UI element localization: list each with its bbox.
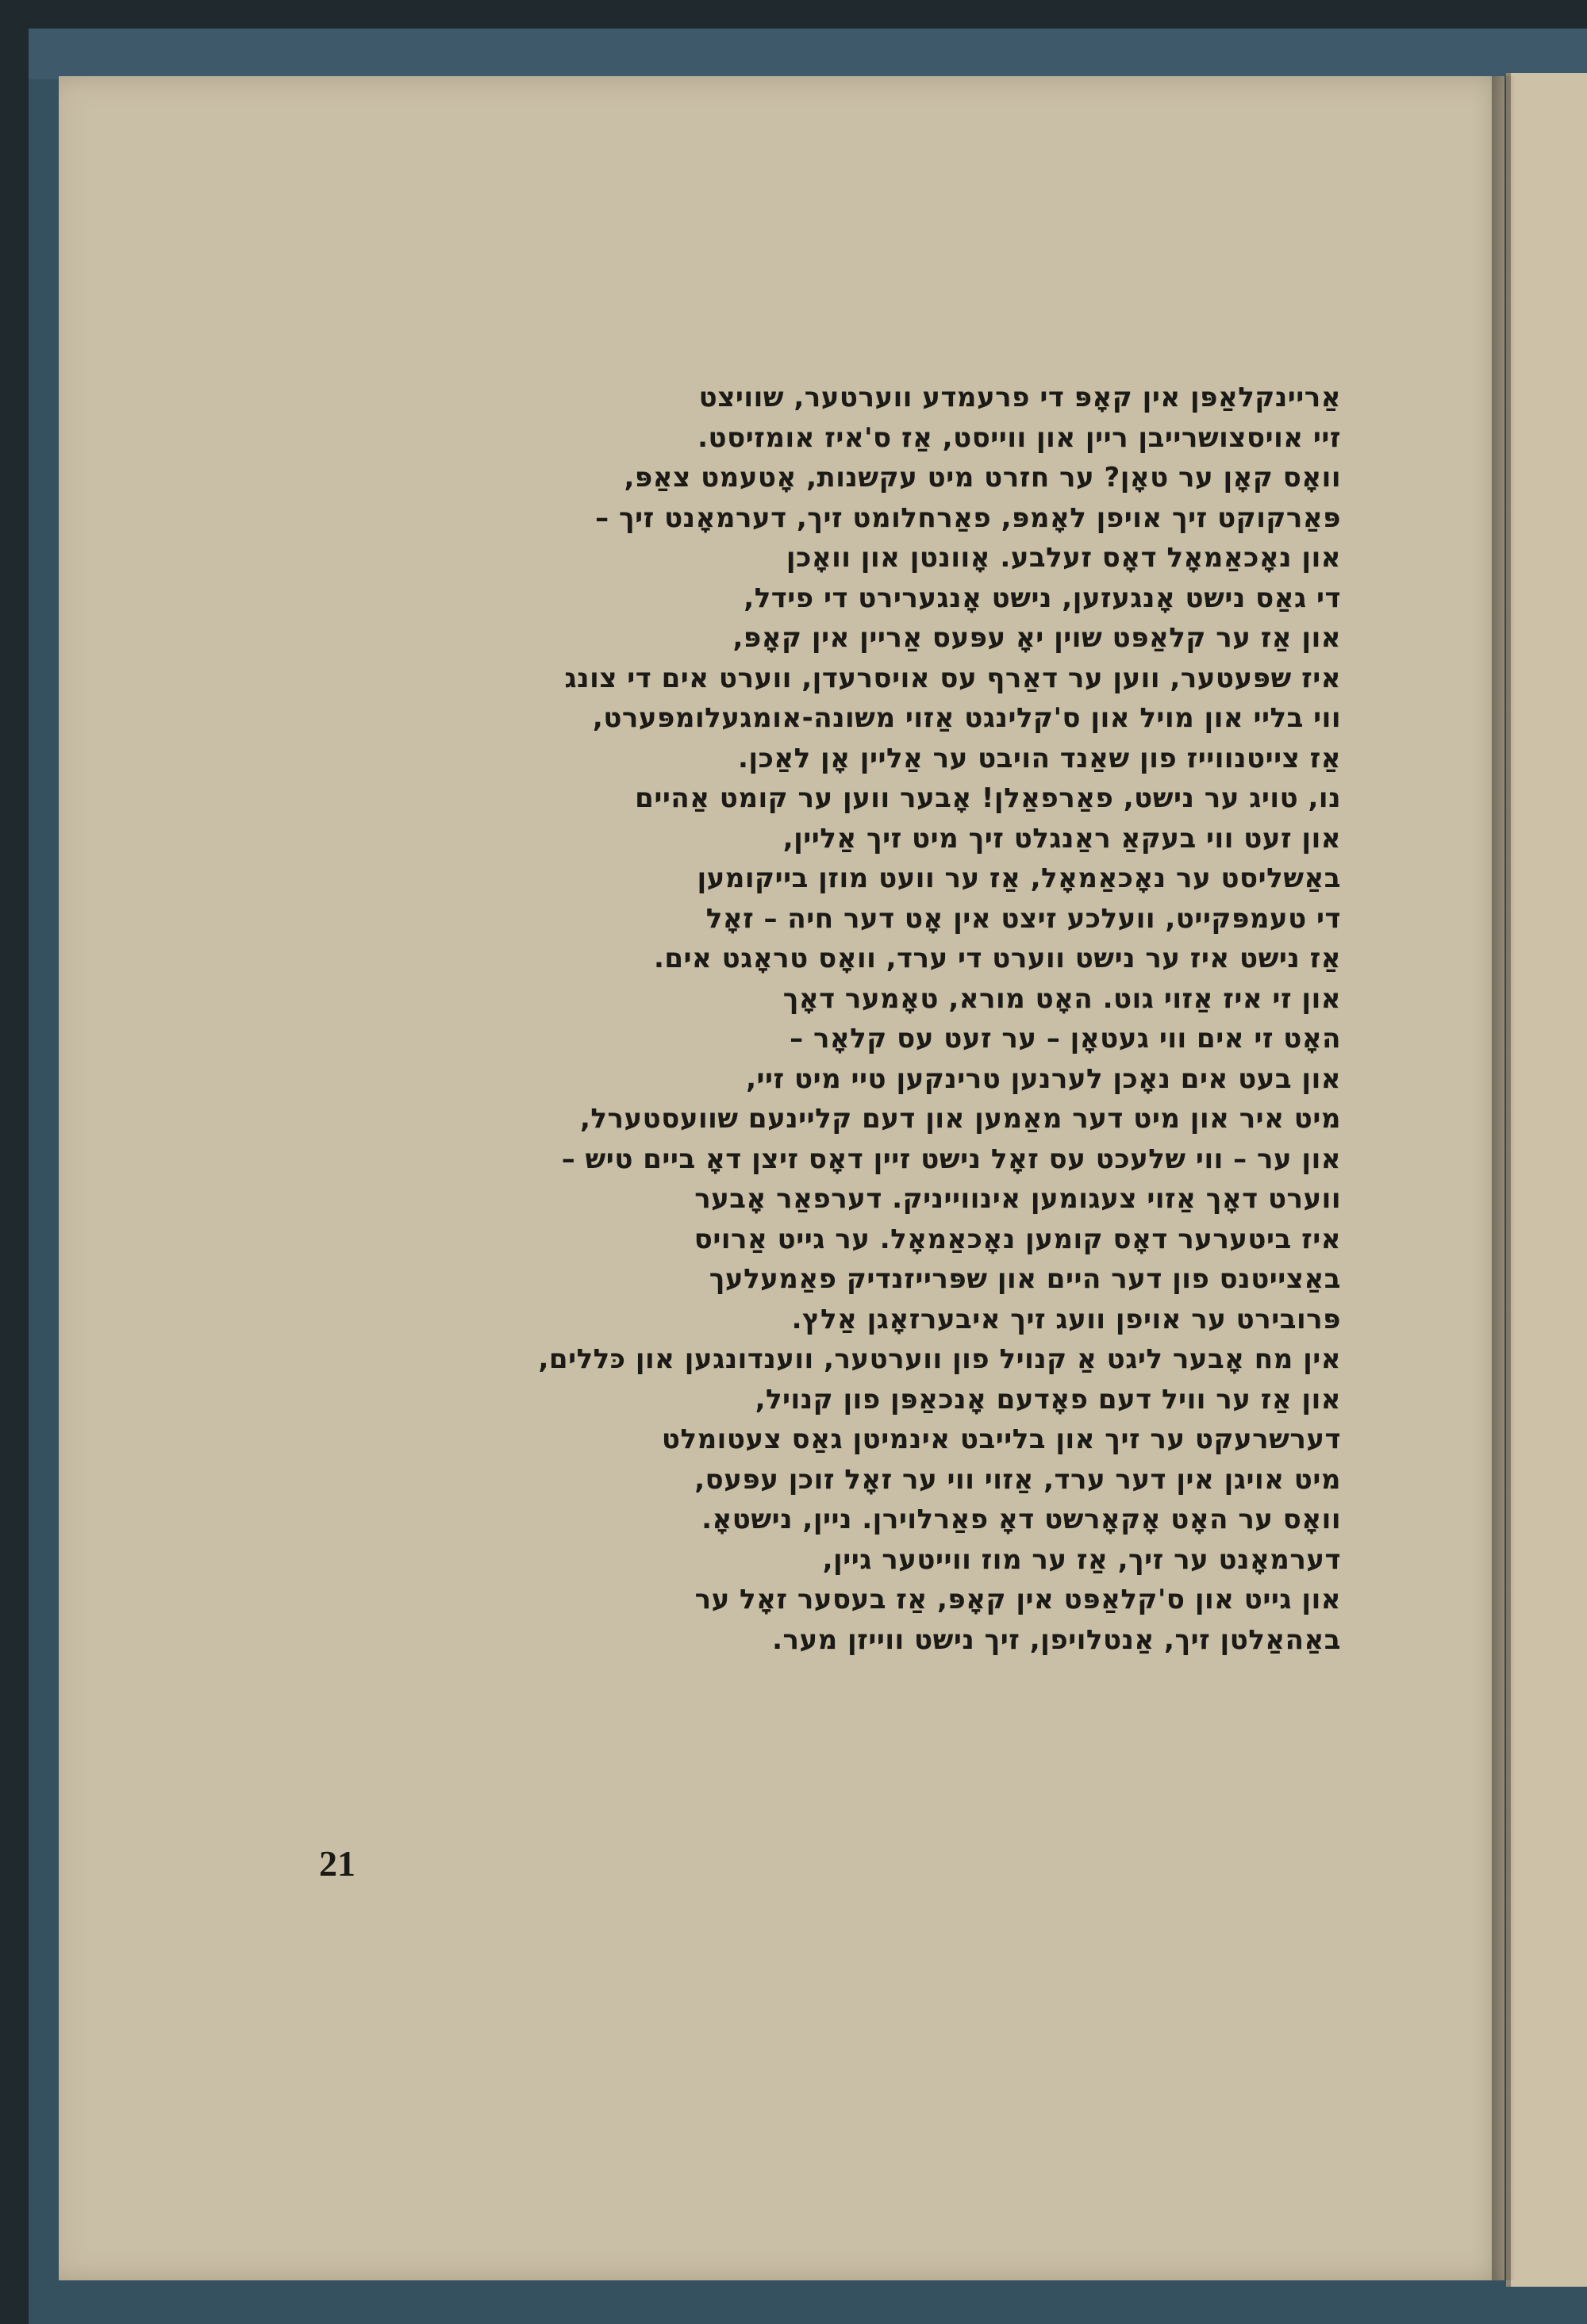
text-line: און אַז ער וויל דעם פאָדעם אָנכאַפּן פון קנויל, (755, 1383, 1341, 1416)
text-line: פּרובירט ער אויפן וועג זיך איבערזאָגן אַלץ. (791, 1303, 1341, 1335)
text-line: וואָס ער האָט אָקאָרשט דאָ פאַרלוירן. ניין, נישטאָ. (701, 1504, 1341, 1535)
text-line: און זעט ווי בעקאַ ראַנגלט זיך מיט זיך אַליין, (782, 822, 1341, 855)
text-line: מיט אויגן אין דער ערד, אַזוי ווי ער זאָל זוכן עפּעס, (694, 1463, 1341, 1496)
page-number: 21 (319, 1843, 355, 1884)
text-line: און אַז ער קלאַפּט שוין יאָ עפּעס אַריין אין קאָפּ, (732, 622, 1341, 654)
text-line: מיט איר און מיט דער מאַמען און דעם קליינעם שוועסטערל, (580, 1103, 1341, 1135)
text-line: באַצייטנס פון דער היים און שפּרייזנדיק פאַמעלעך (709, 1263, 1341, 1295)
text-line: באַשליסט ער נאָכאַמאָל, אַז ער וועט מוזן בייקומען (697, 862, 1341, 894)
text-line: און נאָכאַמאָל דאָס זעלבע. אָוונטן און וואָכן (786, 542, 1341, 574)
text-line: נו, טויג ער נישט, פאַרפאַלן! אָבער ווען ער קומט אַהיים (635, 782, 1341, 814)
text-line: איז ביטערער דאָס קומען נאָכאַמאָל. ער גייט אַרויס (694, 1223, 1341, 1255)
text-line: די גאַס נישט אָנגעזען, נישט אָנגערירט די פידל, (744, 582, 1341, 614)
text-line: און בעט אים נאָכן לערנען טרינקען טיי מיט זיי, (746, 1062, 1341, 1095)
text-line: אַז נישט איז ער נישט ווערט די ערד, וואָס טראָגט אים. (653, 943, 1341, 974)
text-line: די טעמפּקייט, וועלכע זיצט אין אָט דער חיה – זאָל (705, 902, 1341, 935)
text-line: דערשרעקט ער זיך און בלייבט אינמיטן גאַס צעטומלט (661, 1423, 1341, 1455)
page-text (317, 378, 1341, 1660)
book-cover-edge (29, 29, 1587, 79)
text-line: ווערט דאָך אַזוי צעגומען אינווייניק. דערפאַר אָבער (694, 1183, 1341, 1215)
text-line: און זי איז אַזוי גוט. האָט מורא, טאָמער דאָך (782, 982, 1341, 1015)
text-line: אַריינקלאַפּן אין קאָפּ די פרעמדע ווערטער, שוויצט (698, 382, 1341, 413)
text-line: אַז צייטנווייז פון שאַנד הויבט ער אַליין אָן לאַכן. (738, 742, 1341, 774)
text-line: פּאַרקוקט זיך אויפן לאָמפּ, פאַרחלומט זיך, דערמאָנט זיך – (595, 501, 1341, 534)
text-line: אין מח אָבער ליגט אַ קנויל פון ווערטער, ווענדונגען און כּללים, (538, 1343, 1341, 1375)
page-gutter-shadow (1492, 76, 1516, 2280)
text-line: איז שפּעטער, ווען ער דאַרף עס אויסרעדן, ווערט אים די צונג (564, 662, 1341, 694)
text-line: און גייט און ס'קלאַפּט אין קאָפּ, אַז בעסער זאָל ער (694, 1584, 1341, 1615)
text-line: וואָס קאָן ער טאָן? ער חזרט מיט עקשנות, אָטעמט צאַפּ, (624, 462, 1341, 494)
text-line: און ער – ווי שלעכט עס זאָל נישט זיין דאָס זיצן דאָ ביים טיש – (561, 1143, 1341, 1175)
text-line: ווי בליי און מויל און ס'קלינגט אַזוי משונה-אומגעלומפּערט, (592, 702, 1341, 734)
text-line: זיי אויסצושרייבן ריין און ווייסט, אַז ס'איז אומזיסט. (697, 421, 1341, 454)
text-line: באַהאַלטן זיך, אַנטלויפן, זיך נישט ווייזן מער. (772, 1623, 1341, 1656)
text-line: דערמאָנט ער זיך, אַז ער מוז ווייטער גיין, (822, 1543, 1341, 1576)
text-line: האָט זי אים ווי געטאָן – ער זעט עס קלאָר – (790, 1023, 1341, 1054)
adjacent-page (1506, 73, 1587, 2287)
